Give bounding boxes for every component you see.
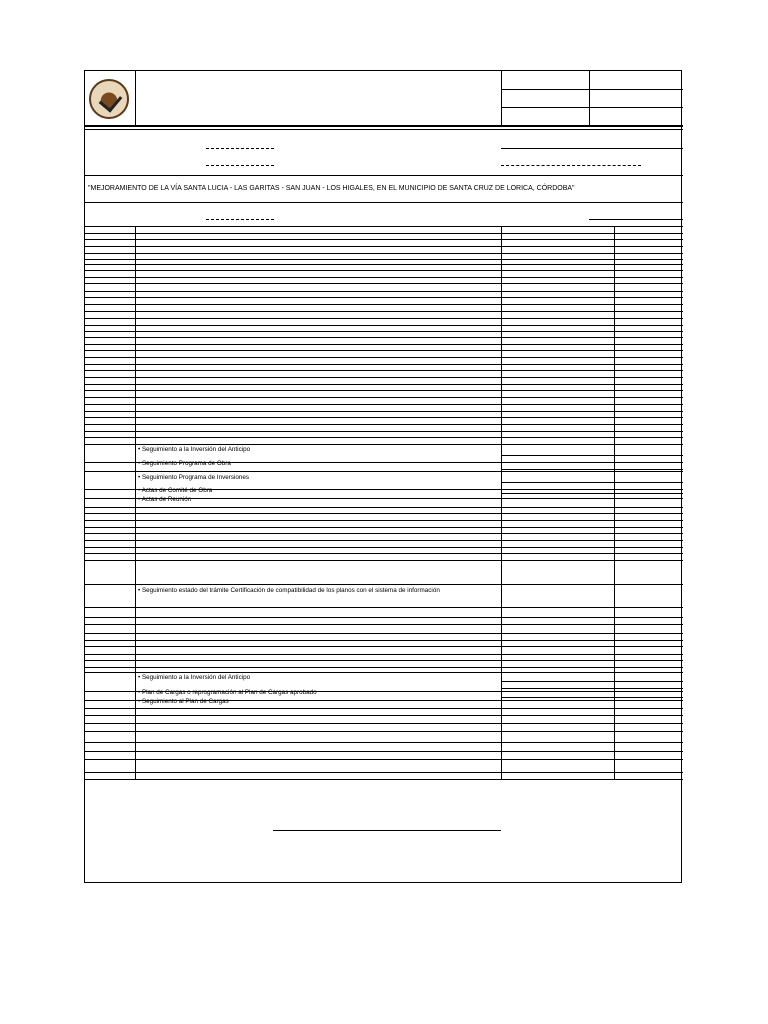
table-row-line: [85, 411, 683, 412]
item-certificacion: • Seguimiento estado del trámite Certificación de compatibilidad de los planos con el sistema de información: [138, 587, 440, 594]
table-row-line: [85, 520, 683, 521]
table-row-line: [85, 437, 683, 438]
table-row-line: [85, 424, 683, 425]
table-row-line: [85, 513, 683, 514]
table-row-line: [85, 708, 683, 709]
signature-line: [273, 830, 501, 831]
table-row-line: [85, 331, 683, 332]
header-divider-2: [589, 71, 590, 125]
header-bottom-line: [85, 125, 683, 127]
table-row-line: [85, 377, 683, 378]
item-plan-cargas: • Plan de Cargas o reprogramación al Plan de Cargas aprobado: [138, 689, 317, 696]
table-row-line: [85, 253, 683, 254]
table-row-line: [85, 233, 683, 234]
project-title: "MEJORAMIENTO DE LA VÍA SANTA LUCIA - LAS GARITAS - SAN JUAN - LOS HIGALES, EN EL MUNICIPIO DE SANTA CRUZ DE LORICA, CÓRDOBA": [88, 185, 575, 192]
table-row-line: [85, 350, 683, 351]
header-row-line-2: [501, 107, 683, 108]
table-row-line: [85, 431, 683, 432]
table-row-line: [85, 291, 683, 292]
table-row-line: [85, 633, 683, 634]
table-row-line: [85, 397, 683, 398]
table-subrow-line: [501, 681, 683, 682]
table-subrow-line: [501, 697, 683, 698]
table-row-line: [85, 660, 683, 661]
table-row-line: [85, 304, 683, 305]
item-anticipo-2: • Seguimiento a la Inversión del Anticipo: [138, 674, 251, 681]
table-row-line: [85, 357, 683, 358]
table-row-line: [85, 390, 683, 391]
table-row-line: [85, 624, 683, 625]
table-subrow-line: [501, 493, 683, 494]
table-row-line: [85, 751, 683, 752]
table-row-line: [85, 270, 683, 271]
table-row-line: [85, 277, 683, 278]
table-row-line: [85, 311, 683, 312]
calidad-seal-icon: [89, 79, 129, 119]
table-subrow-line: [501, 455, 683, 456]
section-line-2: [85, 202, 683, 203]
col-line-1: [135, 226, 136, 779]
table-row-line: [85, 742, 683, 743]
table-row-line: [85, 283, 683, 284]
table-row-line: [85, 547, 683, 548]
table-row-line: [85, 723, 683, 724]
table-row-line: [85, 667, 683, 668]
item-anticipo-1: • Seguimiento a la Inversión del Anticipo: [138, 446, 251, 453]
table-row-line: [85, 617, 683, 618]
logo-divider: [135, 71, 136, 125]
table-row-line: [85, 607, 683, 608]
header-bottom-line-2: [85, 129, 683, 130]
table-row-line: [85, 540, 683, 541]
table-row-line: [85, 325, 683, 326]
table-row-line: [85, 533, 683, 534]
table-row-line: [85, 654, 683, 655]
table-row-line: [85, 264, 683, 265]
section-line-1: [85, 175, 683, 176]
table-row-line: [85, 259, 683, 260]
field-line-4: [501, 165, 641, 166]
item-actas-reunion: • Actas de Reunión: [138, 496, 192, 503]
table-row-line: [85, 344, 683, 345]
item-seguimiento-plan-cargas: • Seguimiento al Plan de Cargas: [138, 698, 229, 705]
table-row-line: [85, 553, 683, 554]
table-row-line: [85, 646, 683, 647]
header-row-line-1: [501, 89, 683, 90]
table-row-line: [85, 239, 683, 240]
field-line-2: [501, 148, 683, 149]
field-line-1: [206, 148, 274, 149]
table-row-line: [85, 759, 683, 760]
table-top-line: [85, 226, 683, 227]
table-row-line: [85, 364, 683, 365]
table-row-line: [85, 527, 683, 528]
table-row-line: [85, 640, 683, 641]
field-line-3: [206, 165, 274, 166]
item-programa-obra: • Seguimiento Programa de Obra: [138, 460, 231, 467]
header-divider-1: [501, 71, 502, 125]
table-row-line: [85, 779, 683, 780]
table-row-line: [85, 560, 683, 561]
table-row-line: [85, 417, 683, 418]
report-form: [84, 70, 682, 883]
table-row-line: [85, 246, 683, 247]
table-subrow-line: [501, 688, 683, 689]
table-row-line: [85, 471, 683, 472]
item-programa-inversiones: • Seguimiento Programa de Inversiones: [138, 474, 250, 481]
table-row-line: [85, 444, 683, 445]
table-row-line: [85, 318, 683, 319]
table-row-line: [85, 404, 683, 405]
table-row-line: [85, 370, 683, 371]
table-row-line: [85, 297, 683, 298]
table-subrow-line: [501, 482, 683, 483]
table-subrow-line: [501, 469, 683, 470]
item-actas-comite: • Actas de Comité de Obra: [138, 487, 213, 494]
table-row-line: [85, 507, 683, 508]
table-row-line: [85, 772, 683, 773]
table-row-line: [85, 337, 683, 338]
field-line-6: [589, 219, 683, 220]
field-line-5: [206, 219, 274, 220]
table-row-line: [85, 731, 683, 732]
table-row-line: [85, 672, 683, 673]
table-row-line: [85, 384, 683, 385]
table-row-line: [85, 715, 683, 716]
table-row-line: [85, 584, 683, 585]
